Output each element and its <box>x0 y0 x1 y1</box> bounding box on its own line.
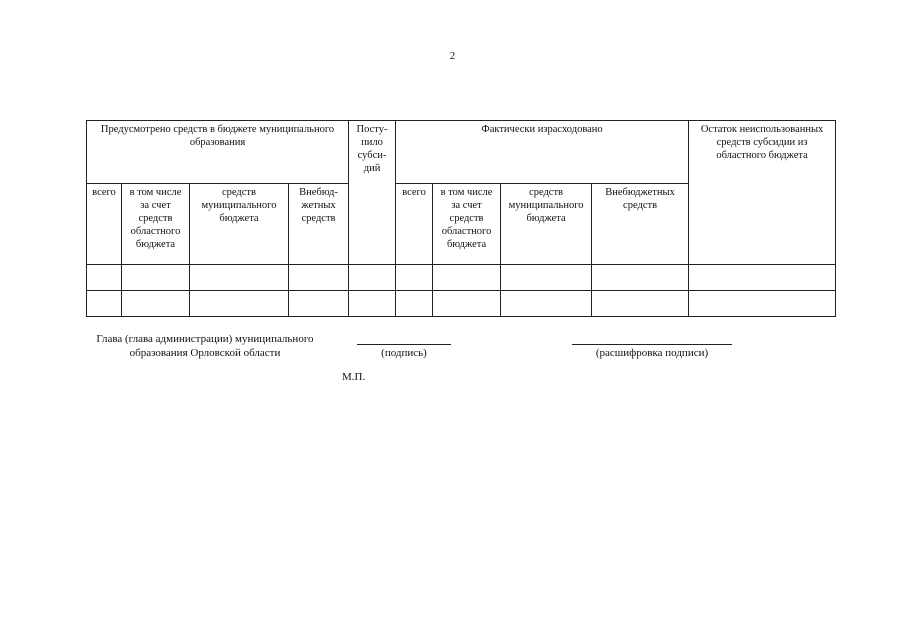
page-number: 2 <box>449 50 456 62</box>
header-received-subsidies: Посту- пило субси- дий <box>349 121 396 265</box>
header-provided-funds: Предусмотрено средств в бюджете муниципального образования <box>87 121 349 184</box>
signature-decode-caption: (расшифровка подписи) <box>595 347 709 359</box>
subheader-provided-municipal: средств муниципального бюджета <box>190 184 289 265</box>
stamp-place-label: М.П. <box>342 371 366 383</box>
subheader-spent-regional: в том числе за счет средств областного бюджета <box>433 184 501 265</box>
header-actually-spent: Фактически израсходовано <box>396 121 689 184</box>
signature-decode-line <box>572 344 732 345</box>
subheader-spent-offbudget: Внебюджетных средств <box>592 184 689 265</box>
head-of-administration-label: Глава (глава администрации) муниципального образования Орловской области <box>96 333 314 359</box>
subheader-spent-total: всего <box>396 184 433 265</box>
subheader-spent-municipal: средств муниципального бюджета <box>501 184 592 265</box>
subheader-provided-regional: в том числе за счет средств областного бюджета <box>122 184 190 265</box>
signature-caption: (подпись) <box>381 347 427 359</box>
signature-line <box>357 344 451 345</box>
subheader-provided-offbudget: Внебюд- жетных средств <box>289 184 349 265</box>
header-unused-remainder: Остаток неиспользованных средств субсидии из областного бюджета <box>689 121 836 265</box>
subheader-provided-total: всего <box>87 184 122 265</box>
